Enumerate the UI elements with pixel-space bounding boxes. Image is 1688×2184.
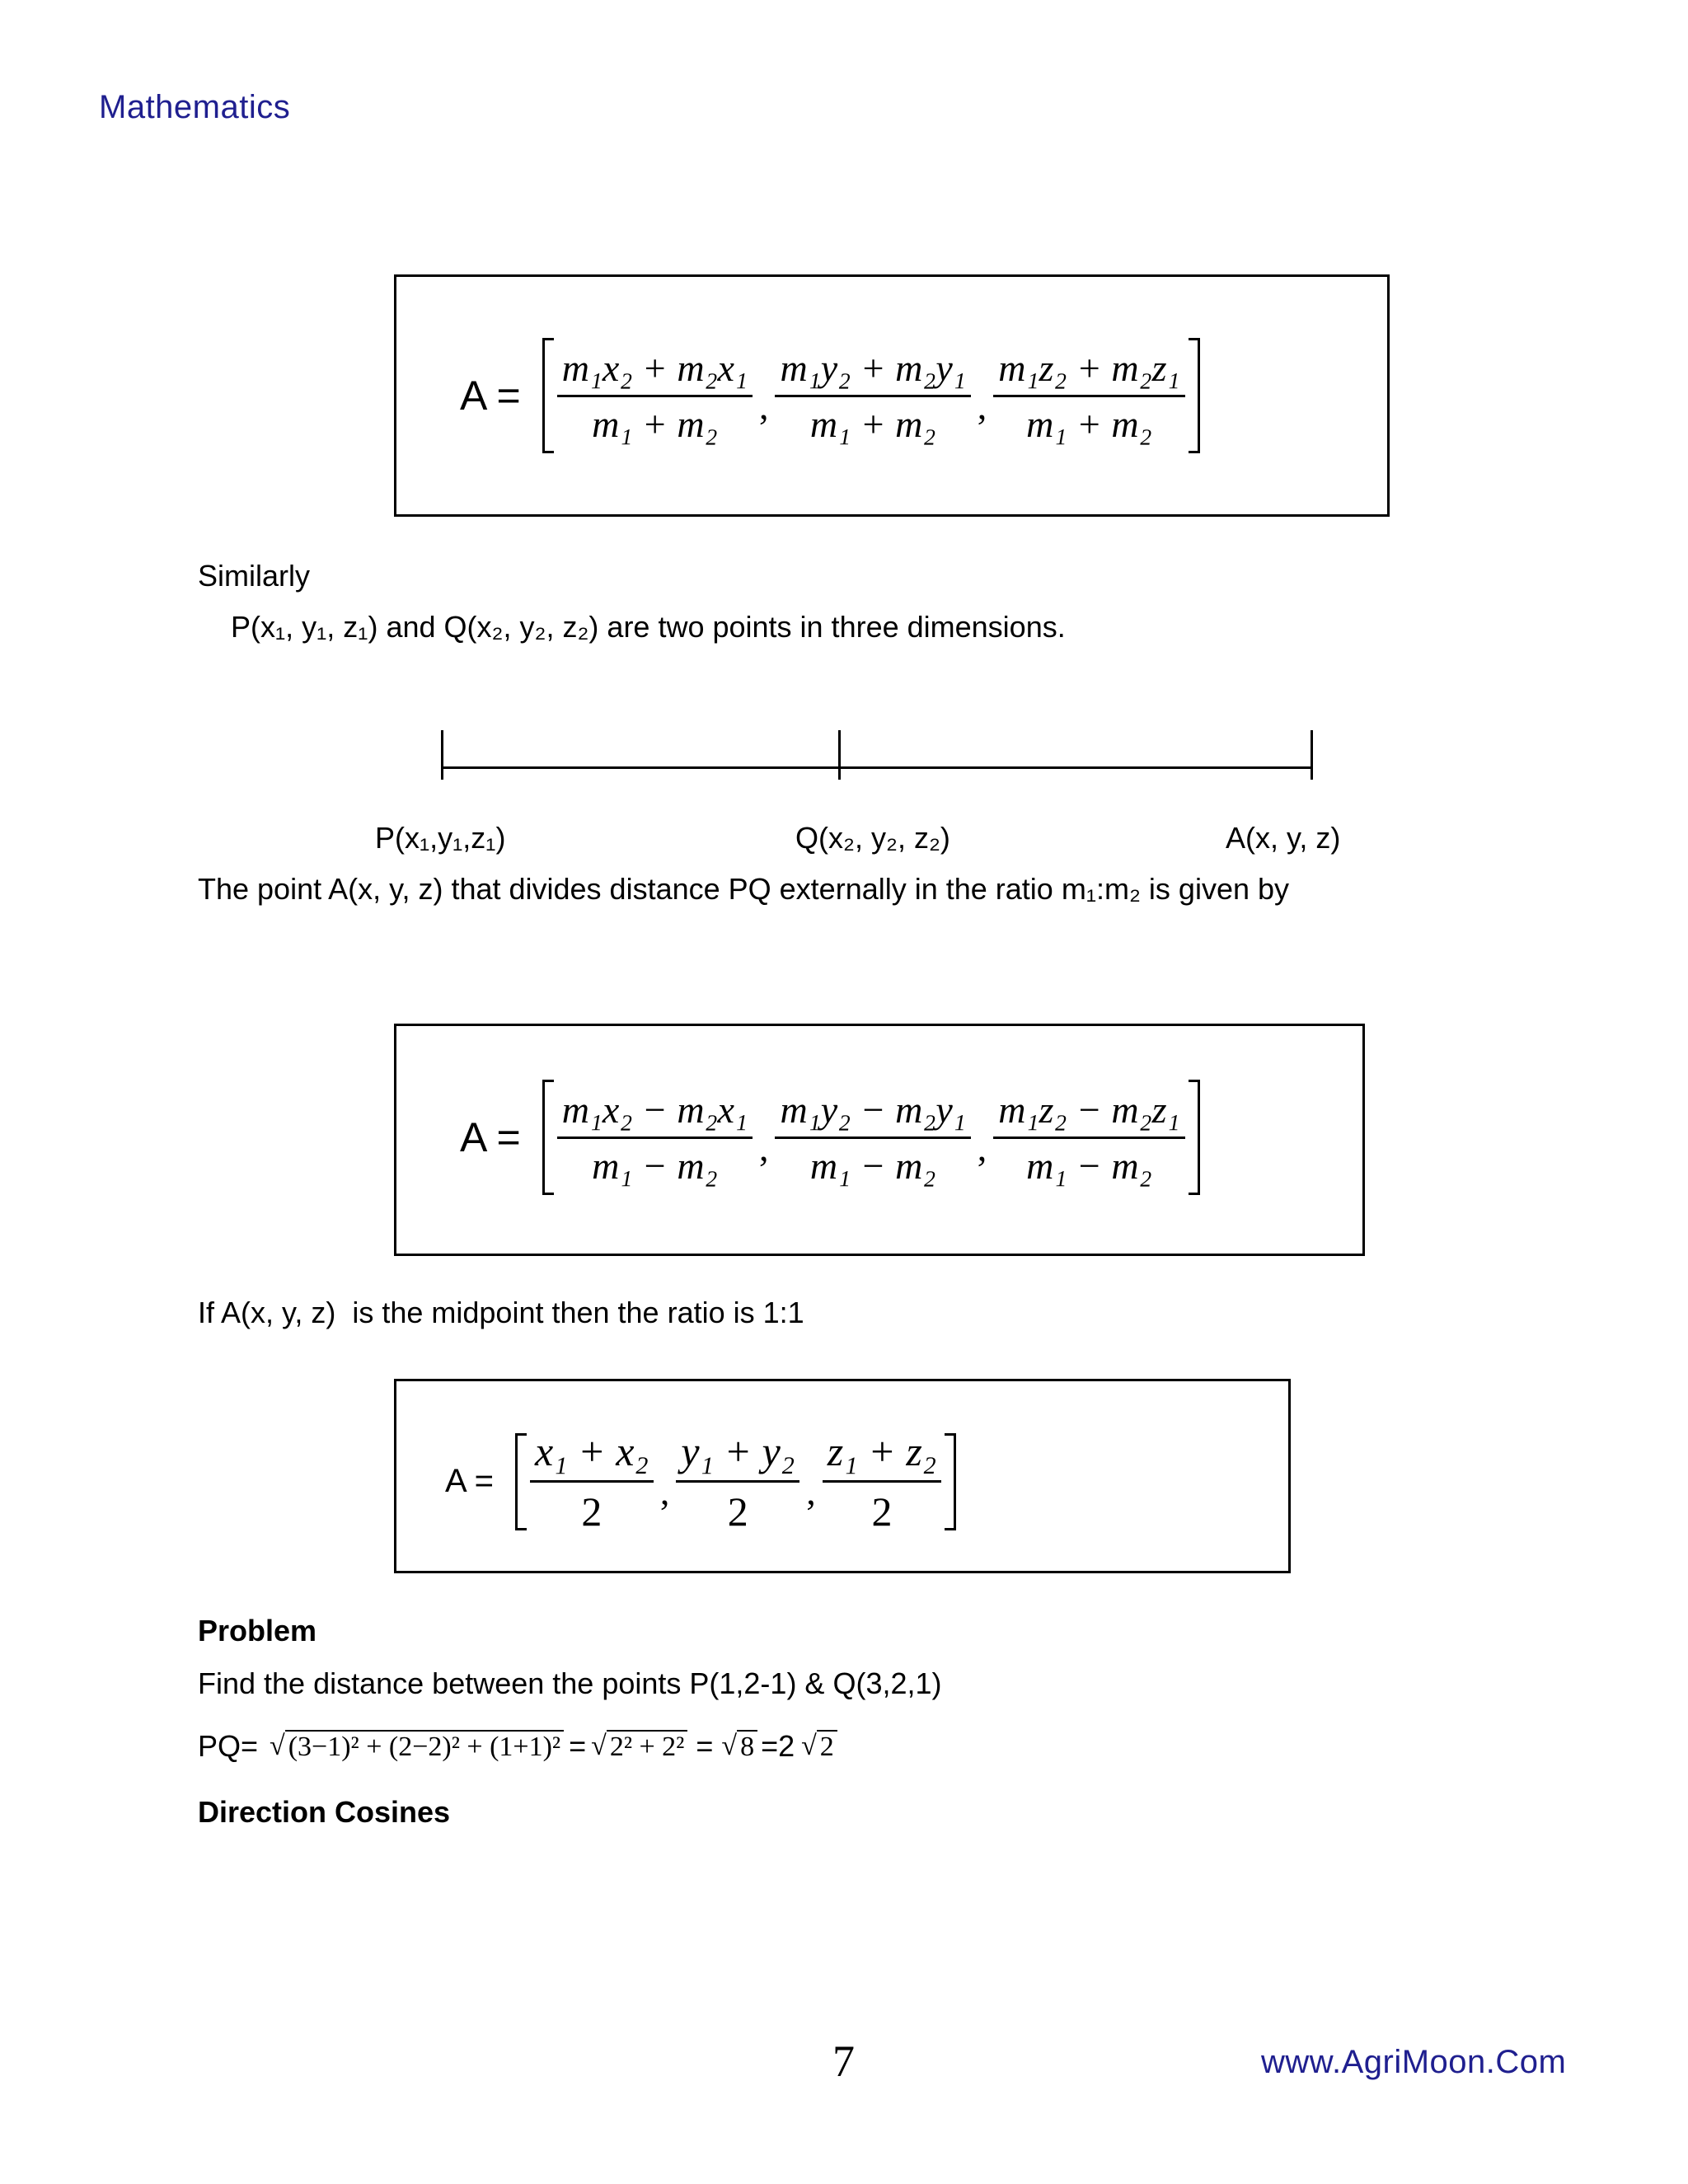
comma: , bbox=[758, 1126, 769, 1169]
denominator: 2 bbox=[871, 1488, 893, 1535]
radicand-squares: 2² + 2² bbox=[607, 1730, 688, 1763]
numerator: m₁z₂ + m₂z₁ bbox=[993, 346, 1184, 397]
solution-prefix: PQ= bbox=[198, 1729, 259, 1763]
website-link[interactable]: www.AgriMoon.Com bbox=[1261, 2044, 1567, 2080]
radicand-eight: 8 bbox=[737, 1730, 757, 1763]
left-bracket bbox=[542, 1080, 554, 1195]
denominator: m₁ + m₂ bbox=[592, 402, 718, 445]
equals-sign: = bbox=[696, 1729, 714, 1763]
radical-sign: √ bbox=[270, 1731, 285, 1761]
similarly-text: Similarly bbox=[198, 559, 311, 593]
numerator: m₁y₂ − m₂y₁ bbox=[775, 1088, 970, 1139]
radical-sign: √ bbox=[721, 1731, 738, 1761]
formula-lhs: A = bbox=[460, 1114, 521, 1160]
label-q: Q(x₂, y₂, z₂) bbox=[795, 821, 950, 855]
right-bracket bbox=[1189, 338, 1200, 453]
left-bracket bbox=[542, 338, 554, 453]
external-division-formula bbox=[460, 1080, 1200, 1195]
numerator: y₁ + y₂ bbox=[676, 1427, 799, 1483]
radical-sign: √ bbox=[591, 1731, 607, 1761]
external-sentence: The point A(x, y, z) that divides distance PQ externally in the ratio m₁:m₂ is given by bbox=[198, 872, 1290, 906]
problem-solution bbox=[198, 1729, 837, 1764]
denominator: m₁ + m₂ bbox=[809, 402, 936, 445]
radicand-two: 2 bbox=[817, 1730, 837, 1763]
label-a: A(x, y, z) bbox=[1226, 821, 1341, 855]
fraction-x bbox=[557, 346, 753, 446]
left-bracket bbox=[515, 1433, 527, 1530]
fraction-z bbox=[993, 1088, 1184, 1188]
comma: , bbox=[758, 384, 769, 427]
radical-sign: √ bbox=[801, 1731, 817, 1761]
formula-lhs: A = bbox=[460, 373, 521, 419]
tick-a bbox=[1311, 730, 1313, 780]
direction-cosines-heading: Direction Cosines bbox=[198, 1795, 451, 1829]
section-formula bbox=[460, 338, 1200, 453]
denominator: m₁ + m₂ bbox=[1026, 402, 1152, 445]
numerator: z₁ + z₂ bbox=[823, 1427, 941, 1483]
right-bracket bbox=[945, 1433, 956, 1530]
tick-p bbox=[441, 730, 443, 780]
problem-statement: Find the distance between the points P(1,2-1) & Q(3,2,1) bbox=[198, 1666, 942, 1700]
comma: , bbox=[659, 1470, 670, 1512]
denominator: m₁ − m₂ bbox=[1026, 1144, 1152, 1187]
numerator: m₁x₂ + m₂x₁ bbox=[557, 346, 753, 397]
numerator: m₁y₂ + m₂y₁ bbox=[775, 346, 970, 397]
midpoint-formula bbox=[445, 1427, 956, 1535]
fraction-y bbox=[775, 1088, 970, 1188]
label-p: P(x₁,y₁,z₁) bbox=[375, 821, 506, 855]
result-prefix: =2 bbox=[761, 1729, 795, 1763]
comma: , bbox=[977, 1126, 987, 1169]
page-number: 7 bbox=[832, 2036, 855, 2086]
numerator: m₁z₂ − m₂z₁ bbox=[993, 1088, 1184, 1139]
midpoint-sentence: If A(x, y, z) is the midpoint then the ratio is 1:1 bbox=[198, 1296, 804, 1329]
page-header: Mathematics bbox=[99, 89, 291, 125]
segment-line bbox=[442, 766, 1312, 769]
problem-heading: Problem bbox=[198, 1614, 317, 1647]
fraction-y bbox=[775, 346, 970, 446]
denominator: m₁ − m₂ bbox=[809, 1144, 936, 1187]
formula-lhs: A = bbox=[445, 1463, 494, 1499]
numerator: x₁ + x₂ bbox=[530, 1427, 654, 1483]
tick-q bbox=[838, 730, 841, 780]
comma: , bbox=[806, 1470, 816, 1512]
numerator: m₁x₂ − m₂x₁ bbox=[557, 1088, 753, 1139]
denominator: 2 bbox=[727, 1488, 748, 1535]
fraction-x bbox=[557, 1088, 753, 1188]
fraction-z bbox=[823, 1427, 941, 1535]
denominator: 2 bbox=[581, 1488, 603, 1535]
denominator: m₁ − m₂ bbox=[592, 1144, 718, 1187]
points-sentence: P(x₁, y₁, z₁) and Q(x₂, y₂, z₂) are two points in three dimensions. bbox=[231, 610, 1066, 644]
right-bracket bbox=[1189, 1080, 1200, 1195]
equals-sign: = bbox=[569, 1729, 587, 1763]
fraction-y bbox=[676, 1427, 799, 1535]
radicand-expanded: (3−1)² + (2−2)² + (1+1)² bbox=[285, 1730, 564, 1763]
fraction-z bbox=[993, 346, 1184, 446]
fraction-x bbox=[530, 1427, 654, 1535]
comma: , bbox=[977, 384, 987, 427]
